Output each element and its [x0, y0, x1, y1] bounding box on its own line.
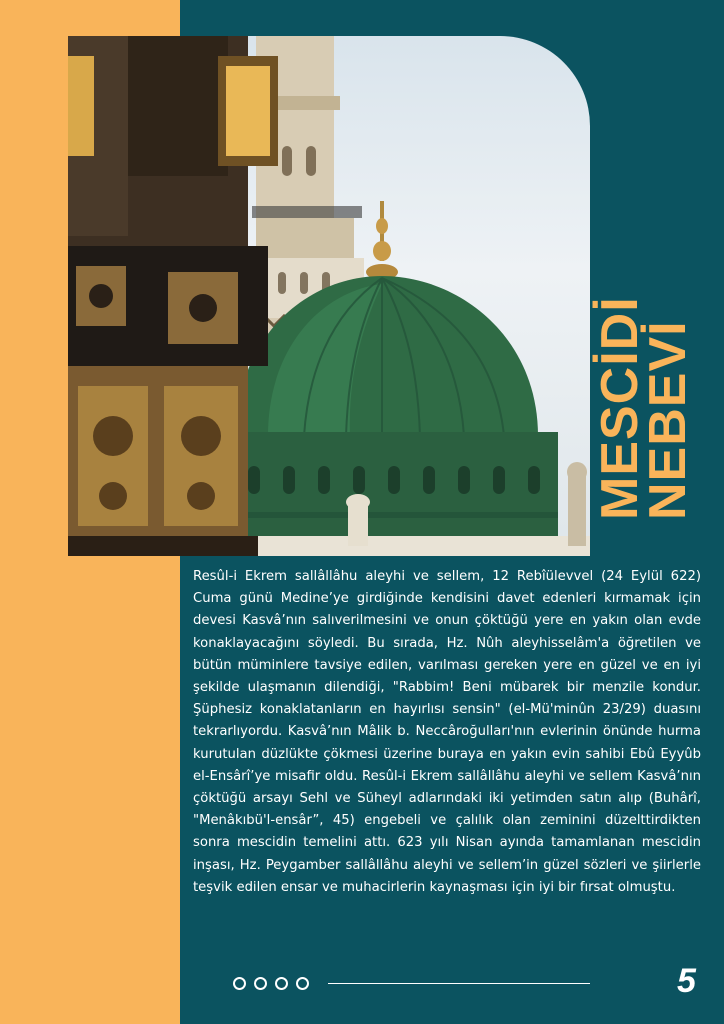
page-title	[591, 220, 697, 520]
circle-icon	[233, 977, 246, 990]
body-paragraph: Resûl-i Ekrem sallâllâhu aleyhi ve sellem, 12 Rebîülevvel (24 Eylül 622) Cuma günü Medine’ye girdiğinde kendisini davet edenleri kırmamak için devesi Kasvâ’nın salıverilmesini ve onun çöktüğü yere en yakın olan evde konaklayacağını söyledi. Bu sırada, Hz. Nûh aleyhisselâm'a öğretilen ve bütün müminlere tavsiye edilen, varılması gereken yere en güzel ve en iyi şekilde ulaşmanın dilendiği, "Rabbim! Beni mübarek bir menzile kondur. Şüphesiz konaklatanların en hayırlısı sensin" (el-Mü'minûn 23/29) duasını tekrarlıyordu. Kasvâ’nın Mâlik b. Neccâroğulları'nın evlerinin önünde hurma kurutulan düzlükte çökmesi üzerine buraya en yakın evin sahibi Ebû Eyyûb el-Ensârî’ye misafir oldu. Resûl-i Ekrem sallâllâhu aleyhi ve sellem Kasvâ’nın çöktüğü arsayı Sehl ve Süheyl adlarındaki iki yetimden satın alıp (Buhârî, "Menâkıbü'l-ensâr”, 45) engebeli ve çalılık olan zeminini düzelttirdikten sonra mescidin temelini attı. 623 yılı Nisan ayında tamamlanan mescidin inşası, Hz. Peygamber sallâllâhu aleyhi ve sellem’in güzel sözleri ve şiirlerle teşvik edilen ensar ve muhacirlerin kaynaşması için iyi bir fırsat olmuştu.	[193, 569, 701, 895]
title-line-2: NEBEVİ	[639, 320, 697, 520]
green-dome-photo	[68, 36, 590, 556]
decorative-dots	[233, 977, 309, 990]
circle-icon	[254, 977, 267, 990]
ornate-lantern-column	[68, 36, 278, 556]
footer-divider	[328, 983, 590, 984]
circle-icon	[296, 977, 309, 990]
circle-icon	[275, 977, 288, 990]
dome-finial	[366, 201, 398, 280]
page-number: 5	[677, 962, 696, 1000]
title-line-1: MESCİDİ	[591, 296, 649, 520]
